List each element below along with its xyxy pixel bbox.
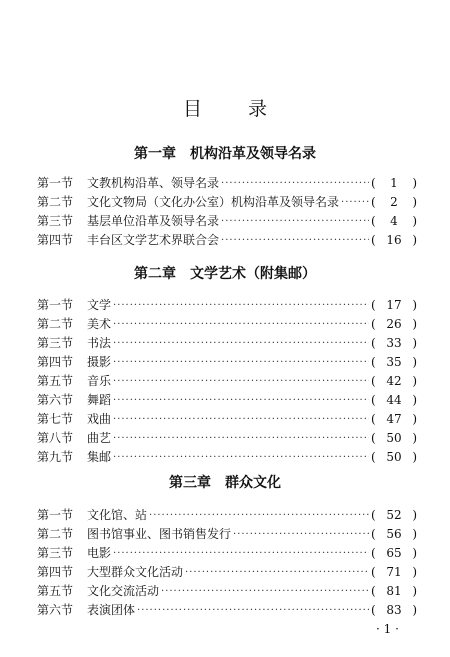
leader-dots xyxy=(113,410,369,429)
chapter-name: 群众文化 xyxy=(225,475,281,491)
section-name: 戏曲 xyxy=(87,412,112,426)
leader-dots xyxy=(221,212,369,231)
toc-entry[interactable] xyxy=(37,525,417,544)
page-ref: ( 44 ) xyxy=(371,391,417,410)
leader-dots xyxy=(341,193,369,212)
page-number-footer: · 1 · xyxy=(376,622,399,636)
section-number: 第一节 xyxy=(37,508,74,522)
section-name: 文教机构沿革、领导名录 xyxy=(87,176,220,190)
page-number: 50 xyxy=(386,450,402,464)
leader-dots xyxy=(161,582,369,601)
page-number: 16 xyxy=(386,233,402,247)
page-ref: ( 4 ) xyxy=(371,212,417,231)
section-name: 大型群众文化活动 xyxy=(87,565,184,579)
leader-dots xyxy=(185,563,369,582)
chapter-name: 文学艺术（附集邮） xyxy=(190,266,316,282)
section-number: 第九节 xyxy=(37,450,74,464)
toc-entry[interactable] xyxy=(37,193,417,212)
section-name: 文化文物局（文化办公室）机构沿革及领导名录 xyxy=(87,195,340,209)
page-number: 56 xyxy=(386,527,402,541)
leader-dots xyxy=(221,231,369,250)
leader-dots xyxy=(113,429,369,448)
leader-dots xyxy=(113,448,369,467)
toc-entry[interactable] xyxy=(37,391,417,410)
page-ref: ( 65 ) xyxy=(371,544,417,563)
page-number: 52 xyxy=(386,508,402,522)
page-number: 1 xyxy=(390,176,398,190)
leader-dots xyxy=(233,525,369,544)
title-char-2: 录 xyxy=(248,98,268,120)
section-number: 第三节 xyxy=(37,336,74,350)
toc-entry[interactable] xyxy=(37,174,417,193)
section-number: 第八节 xyxy=(37,431,74,445)
section-name: 电影 xyxy=(87,546,112,560)
toc-entry[interactable] xyxy=(37,372,417,391)
page-number: 17 xyxy=(386,298,402,312)
page-ref: ( 2 ) xyxy=(371,193,417,212)
section-name: 基层单位沿革及领导名录 xyxy=(87,214,220,228)
page-number: 26 xyxy=(386,317,402,331)
chapter-2-entries xyxy=(37,296,417,467)
section-number: 第四节 xyxy=(37,565,74,579)
section-number: 第六节 xyxy=(37,603,74,617)
section-name: 摄影 xyxy=(87,355,112,369)
chapter-1-entries xyxy=(37,174,417,250)
chapter-number: 第一章 xyxy=(134,146,176,162)
section-name: 舞蹈 xyxy=(87,393,112,407)
page-ref: ( 42 ) xyxy=(371,372,417,391)
toc-entry[interactable] xyxy=(37,448,417,467)
section-name: 丰台区文学艺术界联合会 xyxy=(87,233,220,247)
page-number: 47 xyxy=(386,412,402,426)
page-ref: ( 33 ) xyxy=(371,334,417,353)
page-number: 50 xyxy=(386,431,402,445)
leader-dots xyxy=(113,391,369,410)
toc-entry[interactable] xyxy=(37,563,417,582)
section-number: 第四节 xyxy=(37,355,74,369)
chapter-heading-1 xyxy=(0,143,450,163)
page-ref: ( 17 ) xyxy=(371,296,417,315)
chapter-name: 机构沿革及领导名录 xyxy=(190,146,316,162)
page-ref: ( 71 ) xyxy=(371,563,417,582)
leader-dots xyxy=(113,334,369,353)
page-number: 2 xyxy=(390,195,398,209)
section-number: 第四节 xyxy=(37,233,74,247)
page-number: 83 xyxy=(386,603,402,617)
toc-entry[interactable] xyxy=(37,429,417,448)
section-number: 第五节 xyxy=(37,374,74,388)
leader-dots xyxy=(113,296,369,315)
page-ref: ( 81 ) xyxy=(371,582,417,601)
page-number: 65 xyxy=(386,546,402,560)
section-name: 曲艺 xyxy=(87,431,112,445)
section-number: 第三节 xyxy=(37,214,74,228)
toc-entry[interactable] xyxy=(37,296,417,315)
toc-entry[interactable] xyxy=(37,212,417,231)
section-number: 第五节 xyxy=(37,584,74,598)
chapter-3-entries xyxy=(37,506,417,620)
section-name: 书法 xyxy=(87,336,112,350)
section-number: 第七节 xyxy=(37,412,74,426)
section-name: 音乐 xyxy=(87,374,112,388)
section-name: 美术 xyxy=(87,317,112,331)
page-number: 71 xyxy=(386,565,402,579)
leader-dots xyxy=(113,315,369,334)
page-number: 33 xyxy=(386,336,402,350)
chapter-heading-3 xyxy=(0,472,450,492)
leader-dots xyxy=(113,372,369,391)
page-number: 81 xyxy=(386,584,402,598)
section-number: 第二节 xyxy=(37,527,74,541)
page-ref: ( 26 ) xyxy=(371,315,417,334)
toc-entry[interactable] xyxy=(37,315,417,334)
leader-dots xyxy=(137,601,369,620)
leader-dots xyxy=(149,506,369,525)
page-title xyxy=(0,94,450,121)
page-number: 44 xyxy=(386,393,402,407)
section-name: 集邮 xyxy=(87,450,112,464)
toc-entry[interactable] xyxy=(37,506,417,525)
page-ref: ( 1 ) xyxy=(371,174,417,193)
page-ref: ( 50 ) xyxy=(371,429,417,448)
toc-entry[interactable] xyxy=(37,544,417,563)
toc-entry[interactable] xyxy=(37,353,417,372)
page-ref: ( 50 ) xyxy=(371,448,417,467)
toc-entry[interactable] xyxy=(37,334,417,353)
leader-dots xyxy=(113,544,369,563)
page-ref: ( 52 ) xyxy=(371,506,417,525)
page-ref: ( 83 ) xyxy=(371,601,417,620)
leader-dots xyxy=(113,353,369,372)
section-name: 表演团体 xyxy=(87,603,136,617)
page-number: 35 xyxy=(386,355,402,369)
chapter-number: 第三章 xyxy=(169,475,211,491)
section-number: 第一节 xyxy=(37,298,74,312)
toc-entry[interactable] xyxy=(37,410,417,429)
section-name: 文学 xyxy=(87,298,112,312)
page-number: 42 xyxy=(386,374,402,388)
page-ref: ( 56 ) xyxy=(371,525,417,544)
section-number: 第二节 xyxy=(37,317,74,331)
title-char-1: 目 xyxy=(182,98,202,120)
toc-entry[interactable] xyxy=(37,601,417,620)
section-number: 第三节 xyxy=(37,546,74,560)
chapter-number: 第二章 xyxy=(134,266,176,282)
page-ref: ( 47 ) xyxy=(371,410,417,429)
section-number: 第六节 xyxy=(37,393,74,407)
section-number: 第二节 xyxy=(37,195,74,209)
section-name: 文化馆、站 xyxy=(87,508,148,522)
page-ref: ( 35 ) xyxy=(371,353,417,372)
leader-dots xyxy=(221,174,369,193)
section-name: 图书馆事业、图书销售发行 xyxy=(87,527,232,541)
toc-entry[interactable] xyxy=(37,231,417,250)
section-number: 第一节 xyxy=(37,176,74,190)
section-name: 文化交流活动 xyxy=(87,584,160,598)
chapter-heading-2 xyxy=(0,263,450,283)
page-ref: ( 16 ) xyxy=(371,231,417,250)
toc-entry[interactable] xyxy=(37,582,417,601)
page-number: 4 xyxy=(390,214,398,228)
